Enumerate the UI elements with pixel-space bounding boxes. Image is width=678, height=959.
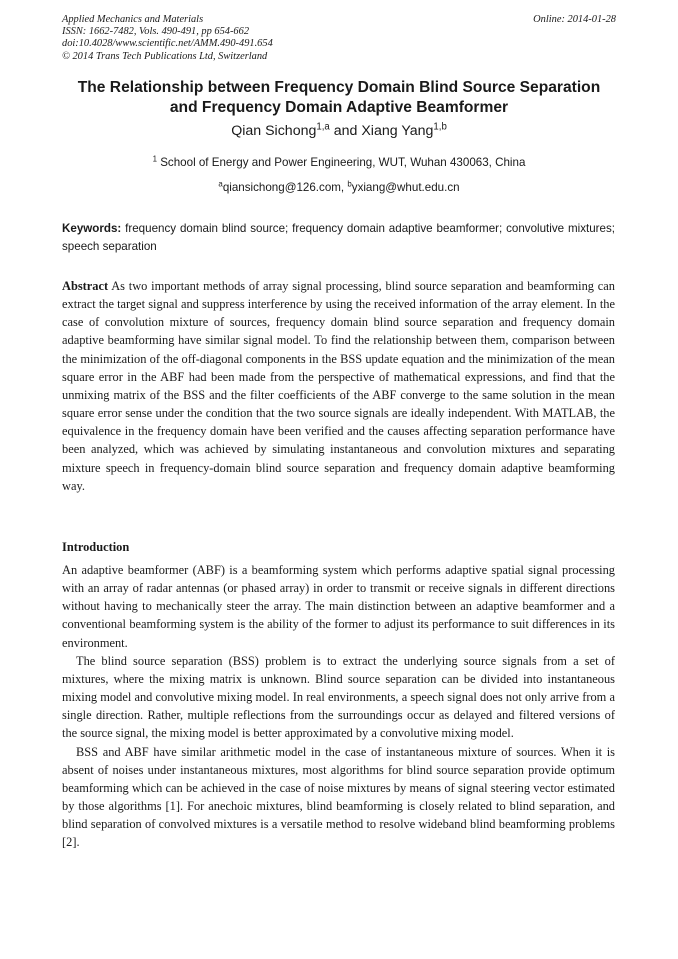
author-2-superscript: 1,b	[433, 121, 447, 133]
author-emails	[40, 181, 638, 195]
paper-title-line-2: and Frequency Domain Adaptive Beamformer	[169, 99, 509, 116]
keywords-block	[62, 220, 615, 255]
introduction-paragraph-3: BSS and ABF have similar arithmetic model in the case of instantaneous mixture of sources. When it is absent of noises under instantaneous mixtures, most algorithms for blind source separation provide optimum beamforming which can be achieved in the case of noise mixtures by means of signal steering vector estimated by those algorithms [1]. For anechoic mixtures, blind beamforming is closely related to blind separation, and blind separation of convolved mixtures is a versatile method to resolve wideband blind beamforming problems [2].	[62, 744, 615, 850]
author-2: Xiang Yang	[361, 123, 434, 139]
journal-copyright: © 2014 Trans Tech Publications Ltd, Switzerland	[62, 50, 268, 62]
abstract-text: As two important methods of array signal processing, blind source separation and beamforming can extract the target signal and suppress interference by using the received information of the array element. In the case of convolution mixture of sources, frequency domain blind source separation and frequency domain adaptive beamforming have similar signal model. To find the relationship between them, comparison between the minimization of the off-diagonal components in the BSS update equation and the minimization of the mean square error in the ABF had been made from the perspective of mathematical expressions, and find that the unmixing matrix of the BSS and the filter coefficients of the ABF converge to the same solution in the mean square error sense under the condition that the two source signals are ideally independent. With MATLAB, the equivalence in the frequency domain have been verified and the causes affecting separation performance have been analyzed, which was achieved by simulating instantaneous and convolution mixtures and separating mixture speech in frequency-domain blind source separation and frequency domain adaptive beamforming way.	[62, 279, 615, 493]
author-list	[40, 122, 638, 140]
affiliation	[40, 156, 638, 170]
author-conjunction: and	[329, 123, 362, 139]
paper-title-line-1: The Relationship between Frequency Domain Blind Source Separation	[77, 79, 601, 96]
introduction-paragraph-1: An adaptive beamformer (ABF) is a beamforming system which performs adaptive spatial signal processing with an array of radar antennas (or phased array) in order to transmit or receive signals in different directions without having to mechanically steer the array. The main distinction between an adaptive beamformer and a conventional beamforming system is the ability of the former to adjust its performance to suit differences in its environment.	[62, 563, 615, 650]
online-date: Online: 2014-01-28	[533, 14, 616, 25]
introduction-body	[62, 561, 615, 852]
abstract-label: Abstract	[62, 279, 109, 293]
introduction-paragraph-2: The blind source separation (BSS) problem is to extract the underlying source signals from a set of mixtures, where the mixing matrix is unknown. Blind source separation can be divided into instantaneous mixing model and convolutive mixing model. In real environments, a speech signal does not only arrive from a single direction. Rather, multiple reflections from the surroundings occur as delayed and filtered versions of the source signal, the mixing model is better approximated by a convolutive mixing model.	[62, 653, 615, 741]
abstract-block	[62, 277, 615, 495]
email-a-superscript: a	[218, 179, 223, 189]
journal-name: Applied Mechanics and Materials	[62, 14, 204, 25]
author-1: Qian Sichong	[231, 123, 317, 139]
affiliation-superscript: 1	[152, 154, 157, 164]
journal-issn: ISSN: 1662-7482, Vols. 490-491, pp 654-662	[62, 26, 250, 38]
keywords-text: frequency domain blind source; frequency domain adaptive beamformer; convolutive mixtures; speech separation	[62, 222, 615, 253]
email-b: yxiang@whut.edu.cn	[351, 181, 460, 194]
introduction-heading: Introduction	[62, 540, 130, 554]
journal-header	[62, 14, 616, 63]
keywords-label: Keywords:	[62, 222, 122, 235]
journal-doi: doi:10.4028/www.scientific.net/AMM.490-491.654	[62, 38, 273, 50]
email-b-superscript: b	[347, 179, 352, 189]
affiliation-text: School of Energy and Power Engineering, WUT, Wuhan 430063, China	[156, 156, 526, 169]
email-a: qiansichong@126.com,	[222, 181, 348, 194]
author-1-superscript: 1,a	[316, 121, 330, 133]
paper-title	[40, 78, 638, 118]
